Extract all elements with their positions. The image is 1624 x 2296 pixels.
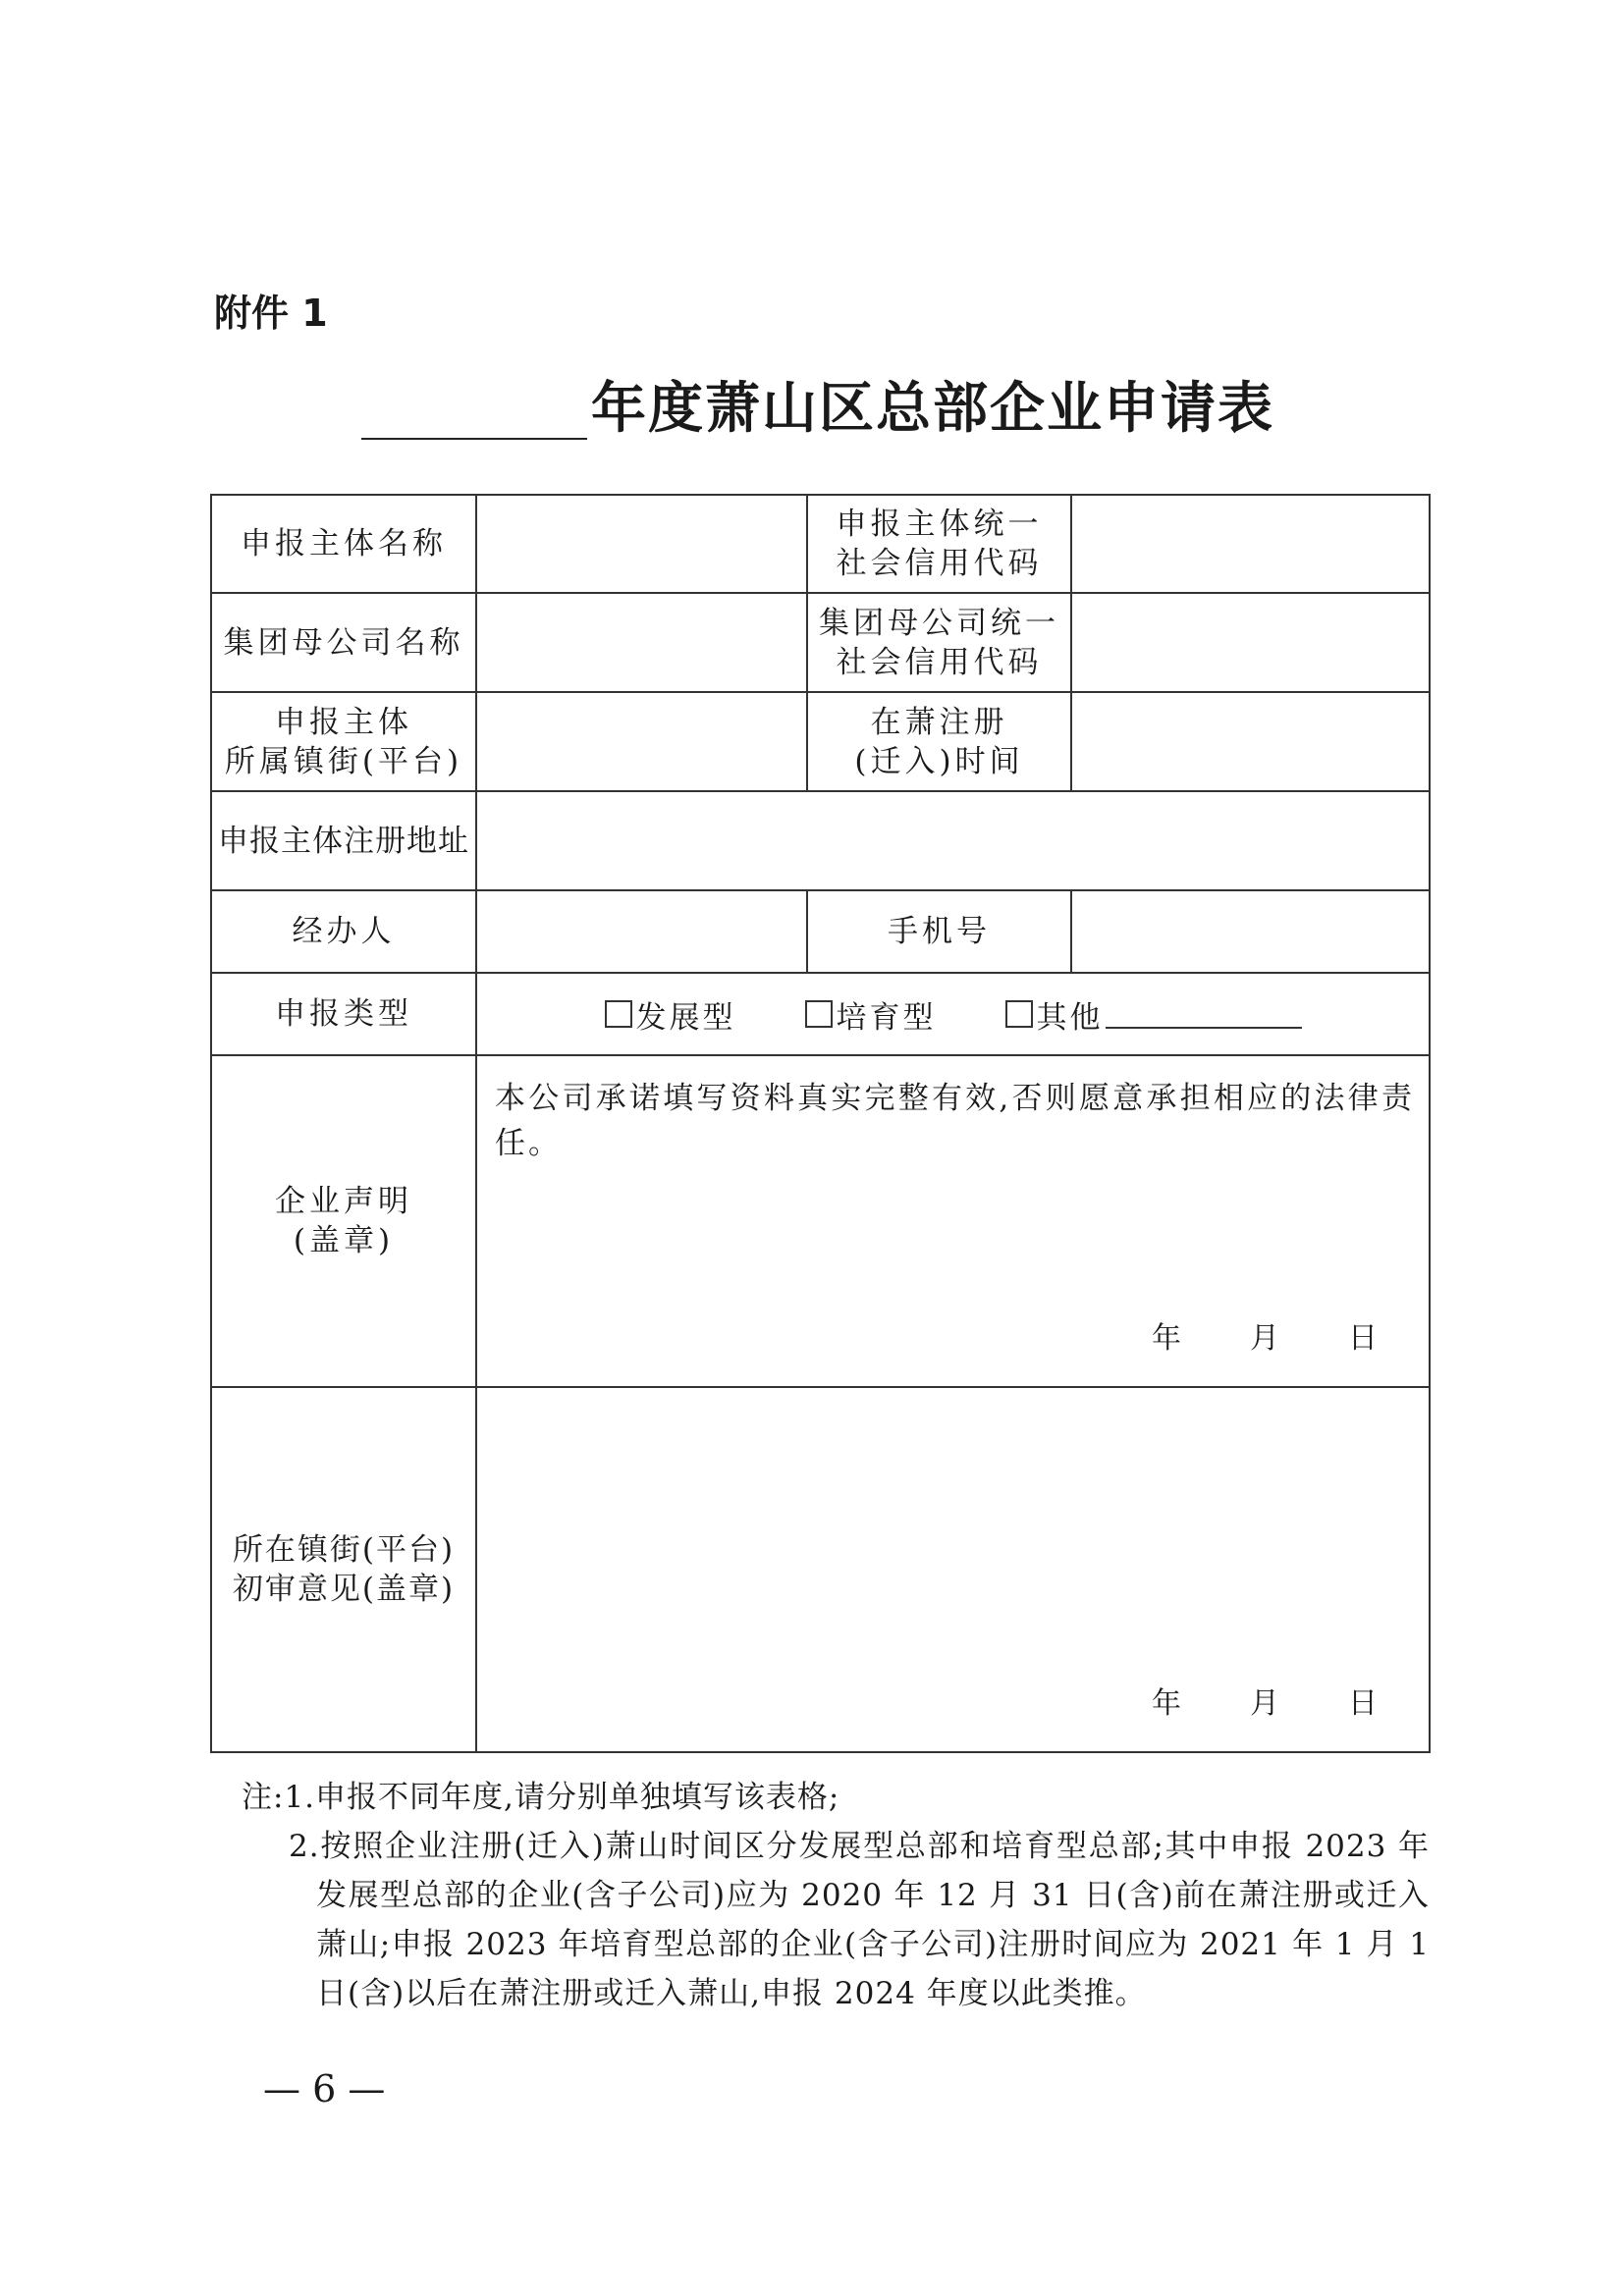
note-item-2: 2.按照企业注册(迁入)萧山时间区分发展型总部和培育型总部;其中申报 2023 年发展型总部的企业(含子公司)应为 2020 年 12 月 31 日(含)前在萧注册或迁入萧山;申报 2023 年培育型总部的企业(含子公司)注册时间应为 2021 年 1 月 1 日(含)以后在萧注册或迁入萧山,申报 2024 年度以此类推。 xyxy=(289,1829,1430,2011)
note-prefix: 注: xyxy=(242,1780,285,1815)
option-label: 其他 xyxy=(1036,999,1104,1036)
year-blank-line[interactable] xyxy=(361,377,587,440)
label-line: 申报主体 xyxy=(275,704,412,740)
date-day: 日 xyxy=(1348,1686,1378,1721)
type-options xyxy=(476,973,1430,1055)
declaration-text: 本公司承诺填写资料真实完整有效,否则愿意承担相应的法律责任。 xyxy=(495,1081,1415,1161)
page-number: — 6 — xyxy=(263,2067,386,2110)
type-option-other[interactable] xyxy=(1005,992,1302,1037)
handler-label: 经办人 xyxy=(211,890,476,973)
label-line: (迁入)时间 xyxy=(854,743,1024,779)
checkbox[interactable] xyxy=(805,1000,833,1028)
review-date xyxy=(1152,1679,1378,1722)
handler-field[interactable] xyxy=(476,890,807,973)
label-line: 集团母公司统一 xyxy=(819,605,1059,641)
label-line: 社会信用代码 xyxy=(836,546,1043,581)
note-text: 1.申报不同年度,请分别单独填写该表格; xyxy=(284,1780,840,1815)
address-label: 申报主体注册地址 xyxy=(211,791,476,890)
parent-credit-code-field[interactable] xyxy=(1071,593,1430,692)
applicant-credit-code-field[interactable] xyxy=(1071,495,1430,593)
label-line: (盖章) xyxy=(293,1223,395,1258)
table-row xyxy=(211,973,1430,1055)
option-label: 培育型 xyxy=(836,999,937,1036)
registration-time-field[interactable] xyxy=(1071,692,1430,791)
checkbox[interactable] xyxy=(1005,1000,1033,1028)
phone-field[interactable] xyxy=(1071,890,1430,973)
parent-credit-code-label xyxy=(807,593,1071,692)
application-form xyxy=(210,494,1431,1753)
parent-company-name-label: 集团母公司名称 xyxy=(211,593,476,692)
date-month: 月 xyxy=(1250,1321,1279,1356)
label-line: 企业声明 xyxy=(275,1184,412,1219)
date-year: 年 xyxy=(1152,1686,1181,1721)
table-row xyxy=(211,1387,1430,1752)
applicant-name-label: 申报主体名称 xyxy=(211,495,476,593)
table-row xyxy=(211,791,1430,890)
town-label xyxy=(211,692,476,791)
label-line: 在萧注册 xyxy=(870,704,1008,740)
declaration-date xyxy=(1152,1313,1378,1357)
address-field[interactable] xyxy=(476,791,1430,890)
table-row xyxy=(211,495,1430,593)
note-item-1 xyxy=(242,1773,1430,1822)
date-day: 日 xyxy=(1348,1321,1378,1356)
page-title: 年度萧山区总部企业申请表 xyxy=(591,377,1274,441)
label-line: 社会信用代码 xyxy=(836,644,1043,680)
parent-company-name-field[interactable] xyxy=(476,593,807,692)
review-field[interactable] xyxy=(476,1387,1430,1752)
table-row xyxy=(211,692,1430,791)
type-option-incubation[interactable] xyxy=(805,992,937,1037)
checkbox[interactable] xyxy=(605,1000,632,1028)
label-line: 初审意见(盖章) xyxy=(232,1572,456,1607)
type-option-development[interactable] xyxy=(605,992,736,1037)
table-row xyxy=(211,1055,1430,1387)
declaration-field[interactable] xyxy=(476,1055,1430,1387)
notes xyxy=(242,1773,1430,2018)
registration-time-label xyxy=(807,692,1071,791)
date-month: 月 xyxy=(1250,1686,1279,1721)
table-row xyxy=(211,890,1430,973)
town-field[interactable] xyxy=(476,692,807,791)
other-fill-line[interactable] xyxy=(1106,999,1302,1029)
applicant-credit-code-label xyxy=(807,495,1071,593)
title-block xyxy=(361,371,1274,440)
phone-label: 手机号 xyxy=(807,890,1071,973)
table-row xyxy=(211,593,1430,692)
option-label: 发展型 xyxy=(635,999,736,1036)
review-label xyxy=(211,1387,476,1752)
type-label: 申报类型 xyxy=(211,973,476,1055)
label-line: 申报主体统一 xyxy=(836,507,1043,542)
declaration-label xyxy=(211,1055,476,1387)
applicant-name-field[interactable] xyxy=(476,495,807,593)
annex-label: 附件 1 xyxy=(214,292,328,335)
date-year: 年 xyxy=(1152,1321,1181,1356)
label-line: 所属镇街(平台) xyxy=(224,743,463,779)
label-line: 所在镇街(平台) xyxy=(232,1532,456,1568)
